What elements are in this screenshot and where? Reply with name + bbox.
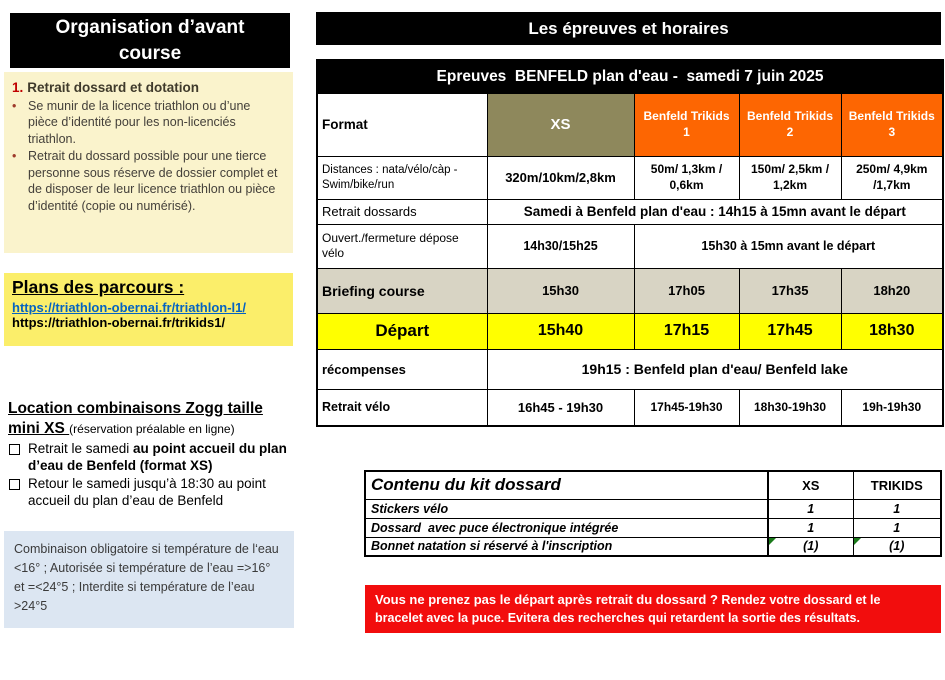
wetsuit-item-text: Retrait le samedi au point accueil du plan d’eau de Benfeld (format XS) [28, 440, 287, 473]
water-temperature-note: Combinaison obligatoire si température de l‘eau <16° ; Autorisée si température de l’eau =>16° et =<24°5 ; Interdite si température de l’eau >24°5 [4, 531, 294, 628]
row-label-retrait-velo: Retrait vélo [317, 389, 487, 426]
table-row [365, 499, 941, 518]
retrait-velo-trikids1: 17h45-19h30 [634, 389, 739, 426]
dossier-heading-text: Retrait dossard et dotation [27, 80, 200, 95]
retrait-velo-trikids2: 18h30-19h30 [739, 389, 841, 426]
checkbox-bullet-icon [9, 444, 20, 455]
wetsuit-item-text: Retour le samedi jusqu’à 18:30 au point accueil du plan d’eau de Benfeld [28, 476, 266, 509]
parcours-link-triathlon[interactable]: https://triathlon-obernai.fr/triathlon-l1/ [12, 300, 246, 315]
retrait-velo-trikids3: 19h-19h30 [841, 389, 943, 426]
bullet-text: Se munir de la licence triathlon ou d’une pièce d’identité pour les non-licenciés triathlon. [28, 98, 251, 146]
retrait-velo-xs: 16h45 - 19h30 [487, 389, 634, 426]
distance-xs: 320m/10km/2,8km [487, 156, 634, 199]
depart-trikids2: 17h45 [739, 313, 841, 349]
warning-lead-text: Vous ne prenez pas le départ après retrait du dossard ? [375, 592, 718, 607]
row-label-distances: Distances : nata/vélo/càp - Swim/bike/run [317, 156, 487, 199]
depart-xs: 15h40 [487, 313, 634, 349]
column-header-trikids1: Benfeld Trikids 1 [634, 93, 739, 156]
kit-item-xs-count: (1) [768, 537, 853, 556]
depose-velo-trikids: 15h30 à 15mn avant le départ [634, 224, 943, 268]
list-item [8, 476, 294, 510]
kit-item-trikids-count: (1) [853, 537, 941, 556]
warning-rest-text: Rendez votre dossard et le bracelet avec la puce. Evitera des recherches qui retardent la sortie des résultats. [375, 593, 881, 625]
column-header-trikids2: Benfeld Trikids 2 [739, 93, 841, 156]
table-row [365, 537, 941, 556]
bullet-icon [12, 98, 28, 148]
row-label-recompenses: récompenses [317, 349, 487, 389]
left-panel-title: Organisation d’avant course [10, 13, 290, 68]
column-header-xs: XS [487, 93, 634, 156]
checkbox-bullet-icon [9, 479, 20, 490]
row-label-briefing: Briefing course [317, 268, 487, 313]
briefing-trikids2: 17h35 [739, 268, 841, 313]
list-item [12, 98, 283, 148]
wetsuit-rental-heading [8, 399, 294, 439]
kit-table-title: Contenu du kit dossard [365, 471, 768, 499]
schedule-table [316, 59, 944, 427]
kit-item-label: Bonnet natation si réservé à l'inscription [365, 537, 768, 556]
parcours-heading: Plans des parcours : [12, 277, 185, 297]
column-header-trikids3: Benfeld Trikids 3 [841, 93, 943, 156]
bullet-text: Retrait du dossard possible pour une tierce personne sous réserve de dossier complet et de disposer de leur licence triathlon ou pièce d’identité (copie ou numérisé). [28, 149, 278, 213]
kit-item-xs-count: 1 [768, 518, 853, 537]
briefing-trikids1: 17h05 [634, 268, 739, 313]
wetsuit-rental-heading-text: Location combinaisons Zogg taille mini XS [8, 400, 263, 437]
wetsuit-rental-heading-note: (réservation préalable en ligne) [69, 421, 235, 436]
bullet-icon [12, 148, 28, 214]
dossier-heading [12, 79, 283, 97]
depart-trikids3: 18h30 [841, 313, 943, 349]
list-item [12, 148, 283, 214]
retrait-dossards-value: Samedi à Benfeld plan d'eau : 14h15 à 15mn avant le départ [487, 199, 943, 224]
dossier-heading-number: 1. [12, 80, 24, 95]
distance-trikids3: 250m/ 4,9km /1,7km [841, 156, 943, 199]
recompenses-value: 19h15 : Benfeld plan d'eau/ Benfeld lake [487, 349, 943, 389]
distance-trikids1: 50m/ 1,3km / 0,6km [634, 156, 739, 199]
dossier-info-box [4, 72, 293, 253]
parcours-link-trikids[interactable]: https://triathlon-obernai.fr/trikids1/ [12, 315, 226, 330]
briefing-trikids3: 18h20 [841, 268, 943, 313]
kit-contents-table [364, 470, 942, 557]
warning-banner [365, 585, 941, 633]
wetsuit-rental-section [8, 399, 294, 510]
kit-item-label: Stickers vélo [365, 499, 768, 518]
depose-velo-xs: 14h30/15h25 [487, 224, 634, 268]
row-label-retrait-dossards: Retrait dossards [317, 199, 487, 224]
comment-marker-icon [769, 538, 776, 545]
briefing-xs: 15h30 [487, 268, 634, 313]
list-item [8, 441, 294, 475]
row-label-format: Format [317, 93, 487, 156]
kit-item-xs-count: 1 [768, 499, 853, 518]
kit-item-trikids-count: 1 [853, 518, 941, 537]
row-label-depart: Départ [317, 313, 487, 349]
distance-trikids2: 150m/ 2,5km / 1,2km [739, 156, 841, 199]
schedule-table-title: Epreuves BENFELD plan d'eau - samedi 7 juin 2025 [317, 60, 943, 93]
right-panel-title: Les épreuves et horaires [316, 12, 941, 45]
kit-column-trikids: TRIKIDS [853, 471, 941, 499]
parcours-box [4, 273, 293, 346]
depart-trikids1: 17h15 [634, 313, 739, 349]
kit-item-label: Dossard avec puce électronique intégrée [365, 518, 768, 537]
comment-marker-icon [854, 538, 861, 545]
kit-column-xs: XS [768, 471, 853, 499]
kit-item-trikids-count: 1 [853, 499, 941, 518]
row-label-depose-velo: Ouvert./fermeture dépose vélo [317, 224, 487, 268]
table-row [365, 518, 941, 537]
